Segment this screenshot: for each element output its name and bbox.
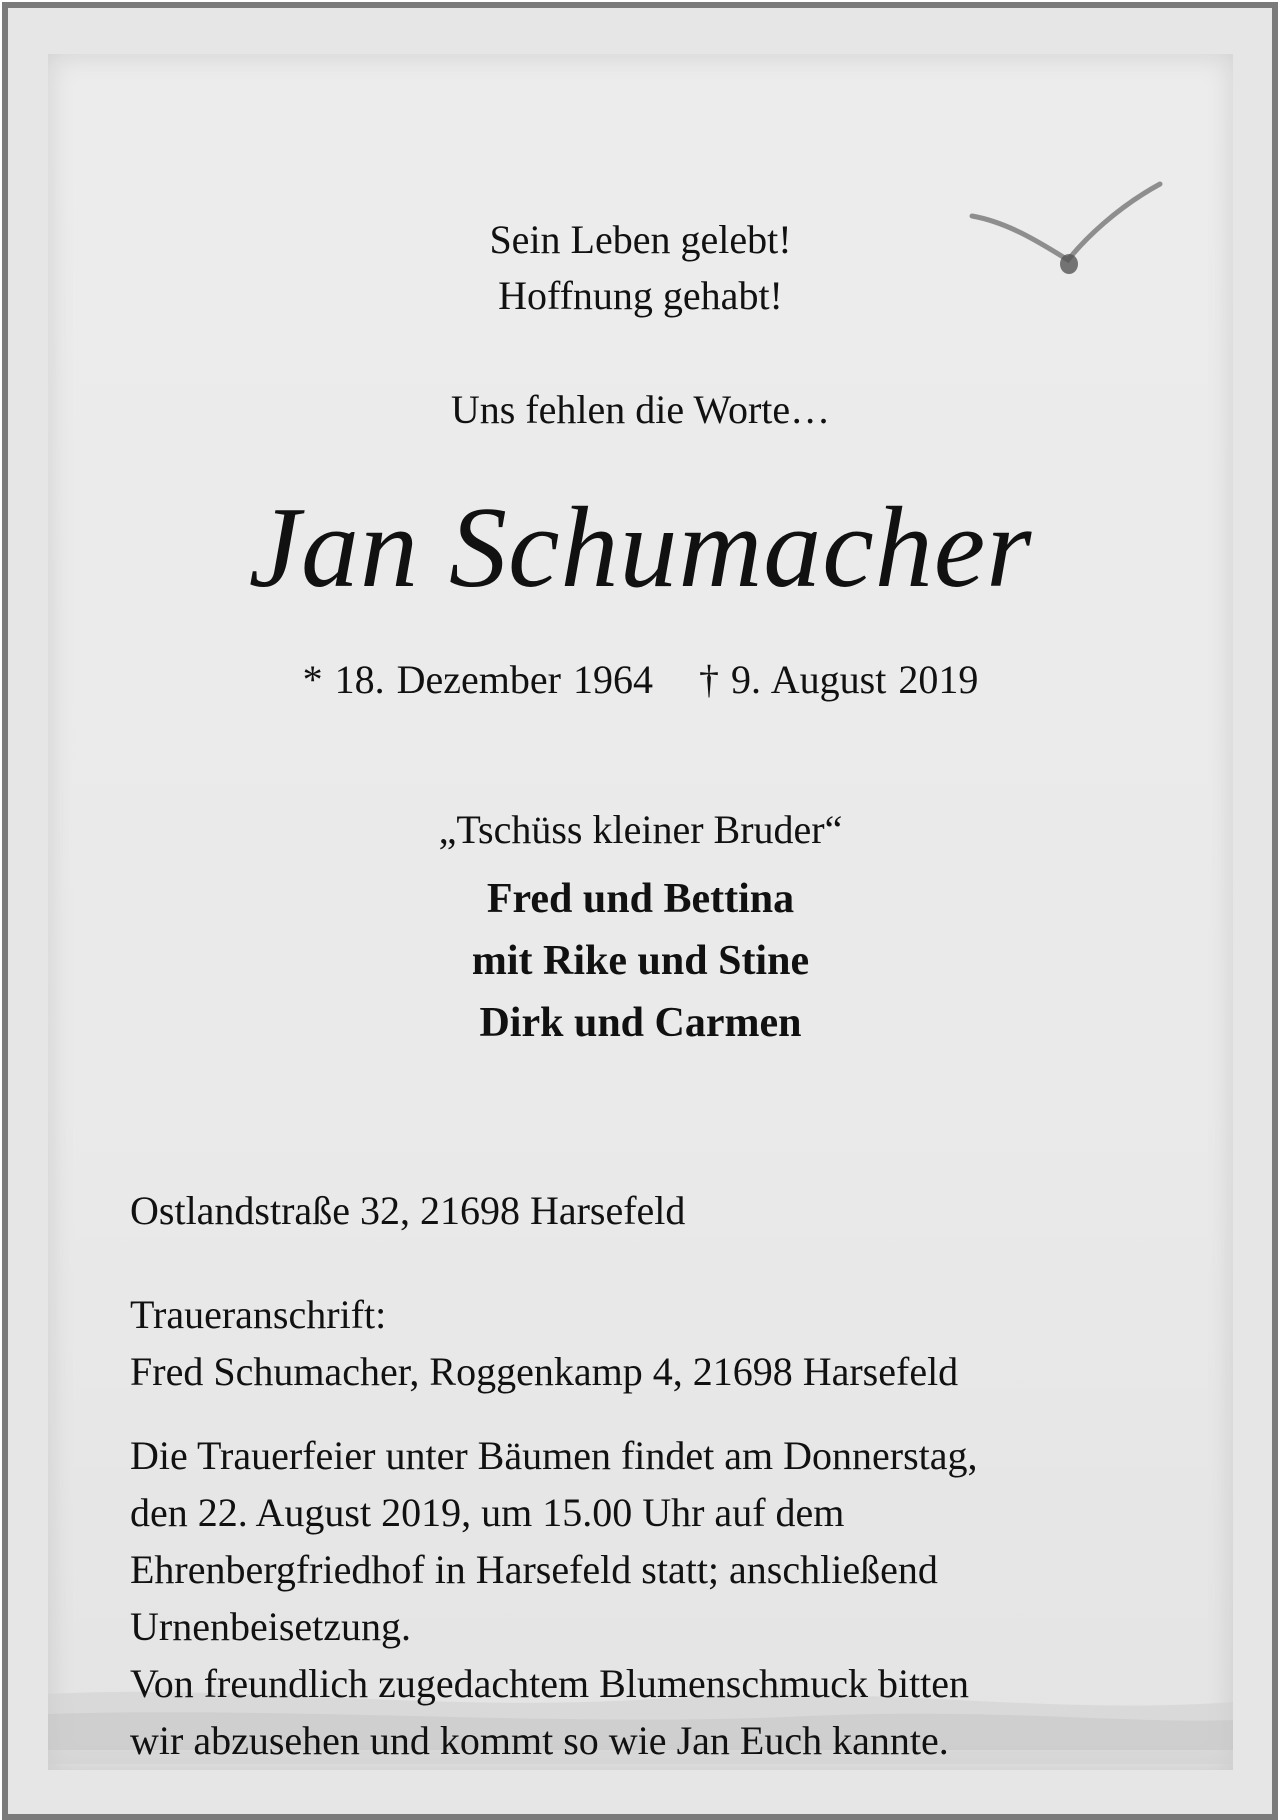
lead-text: Uns fehlen die Worte…: [450, 387, 831, 432]
farewell-quote: „Tschüss kleiner Bruder“: [438, 807, 843, 852]
motto-line: Hoffnung gehabt!: [498, 273, 783, 318]
mourning-address-value: Fred Schumacher, Roggenkamp 4, 21698 Harsefeld: [130, 1349, 959, 1394]
notice-line: Urnenbeisetzung.: [130, 1604, 412, 1649]
mourning-address-label: Traueranschrift:: [130, 1292, 387, 1337]
deceased-name: Jan Schumacher: [248, 484, 1033, 612]
family-line: Dirk und Carmen: [479, 1000, 802, 1046]
motto-line: Sein Leben gelebt!: [489, 217, 792, 262]
life-dates: [48, 656, 1233, 703]
motto: [48, 212, 1233, 324]
notice-line: Ehrenbergfriedhof in Harsefeld statt; anschließend: [130, 1547, 938, 1592]
obituary-paper: [48, 54, 1233, 1770]
birth-date: * 18. Dezember 1964: [302, 657, 653, 702]
notice-line: wir abzusehen und kommt so wie Jan Euch kannte.: [130, 1718, 949, 1763]
notice-line: Von freundlich zugedachtem Blumenschmuck bitten: [130, 1661, 970, 1706]
ceremony-notice: [130, 1427, 1210, 1769]
notice-line: den 22. August 2019, um 15.00 Uhr auf dem: [130, 1490, 845, 1535]
family-line: Fred und Bettina: [486, 876, 795, 922]
death-date: † 9. August 2019: [698, 657, 979, 702]
family-signatures: [48, 868, 1233, 1054]
family-line: mit Rike und Stine: [471, 938, 810, 984]
notice-line: Die Trauerfeier unter Bäumen findet am Donnerstag,: [130, 1433, 978, 1478]
mourning-address: [130, 1286, 1210, 1400]
home-address: Ostlandstraße 32, 21698 Harsefeld: [130, 1188, 686, 1233]
obituary-frame: [2, 2, 1278, 1820]
